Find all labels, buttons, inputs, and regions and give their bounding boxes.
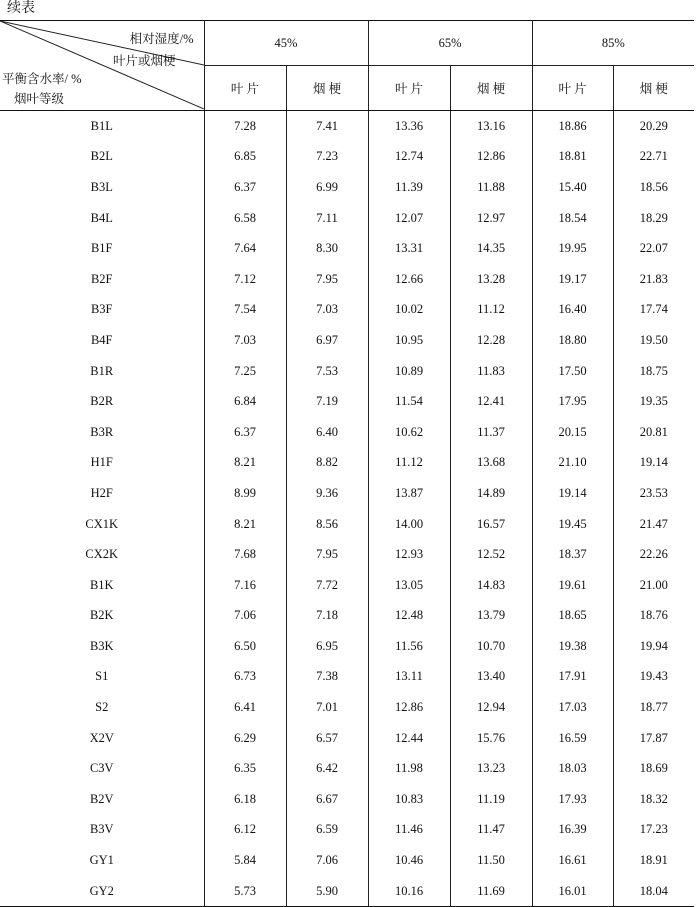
value-cell: 5.84 xyxy=(204,845,286,876)
value-cell: 20.15 xyxy=(532,417,613,448)
table-row xyxy=(0,845,694,876)
table-row xyxy=(0,784,694,815)
diag-grade-label: 烟叶等级 xyxy=(14,92,65,106)
value-cell: 7.28 xyxy=(204,111,286,142)
value-cell: 13.05 xyxy=(368,570,450,601)
diag-humidity-label: 相对湿度/% xyxy=(129,32,194,46)
grade-cell: CX1K xyxy=(85,516,119,531)
table-row xyxy=(0,325,694,356)
value-cell: 18.80 xyxy=(532,325,613,356)
table-row xyxy=(0,723,694,754)
value-cell: 17.91 xyxy=(532,662,613,693)
value-cell: 15.40 xyxy=(532,172,613,203)
value-cell: 13.36 xyxy=(368,111,450,142)
value-cell: 16.57 xyxy=(450,509,532,540)
table-row xyxy=(0,295,694,326)
value-cell: 7.54 xyxy=(204,295,286,326)
grade-cell: H1F xyxy=(90,455,113,470)
value-cell: 10.95 xyxy=(368,325,450,356)
value-cell: 12.86 xyxy=(450,142,532,173)
value-cell: 7.38 xyxy=(286,662,368,693)
table-row xyxy=(0,539,694,570)
value-cell: 18.86 xyxy=(532,111,613,142)
diag-moisture-label: 平衡含水率/ % xyxy=(2,72,82,86)
value-cell: 5.90 xyxy=(286,876,368,907)
value-cell: 8.56 xyxy=(286,509,368,540)
value-cell: 6.85 xyxy=(204,142,286,173)
grade-cell: X2V xyxy=(89,730,114,745)
grade-cell: GY2 xyxy=(0,876,204,907)
value-cell: 6.57 xyxy=(286,723,368,754)
value-cell: 7.11 xyxy=(286,203,368,234)
value-cell: 6.97 xyxy=(286,325,368,356)
value-cell: 6.37 xyxy=(204,172,286,203)
value-cell: 6.41 xyxy=(204,692,286,723)
value-cell: 16.59 xyxy=(532,723,613,754)
value-cell: 9.36 xyxy=(286,478,368,509)
table-row xyxy=(0,264,694,295)
value-cell: 10.16 xyxy=(368,876,450,907)
value-cell: 13.68 xyxy=(450,448,532,479)
value-cell: 21.10 xyxy=(532,448,613,479)
value-cell: 6.29 xyxy=(204,723,286,754)
value-cell: 19.43 xyxy=(613,662,694,693)
value-cell: 6.84 xyxy=(204,386,286,417)
value-cell: 6.58 xyxy=(204,203,286,234)
humidity-45-header: 45% xyxy=(204,21,368,66)
grade-cell: B2R xyxy=(90,394,114,409)
value-cell: 7.01 xyxy=(286,692,368,723)
value-cell: 12.48 xyxy=(368,601,450,632)
value-cell: 14.89 xyxy=(450,478,532,509)
value-cell: 6.40 xyxy=(286,417,368,448)
value-cell: 7.03 xyxy=(286,295,368,326)
table-caption: 续表 xyxy=(7,1,35,16)
grade-cell: B1K xyxy=(89,577,114,592)
value-cell: 18.75 xyxy=(613,356,694,387)
table-row xyxy=(0,233,694,264)
value-cell: 12.44 xyxy=(368,723,450,754)
col-stem-85: 烟 梗 xyxy=(613,66,694,111)
table-row xyxy=(0,478,694,509)
value-cell: 7.95 xyxy=(286,264,368,295)
value-cell: 21.83 xyxy=(613,264,694,295)
table-row xyxy=(0,601,694,632)
grade-cell: B2V xyxy=(89,791,114,806)
table-row xyxy=(0,142,694,173)
grade-cell: B3F xyxy=(90,302,113,317)
value-cell: 16.39 xyxy=(532,815,613,846)
table-row xyxy=(0,386,694,417)
table-row xyxy=(0,692,694,723)
col-stem-65: 烟 梗 xyxy=(450,66,532,111)
value-cell: 21.47 xyxy=(613,509,694,540)
table-row xyxy=(0,203,694,234)
value-cell: 13.28 xyxy=(450,264,532,295)
value-cell: 11.46 xyxy=(368,815,450,846)
table-row xyxy=(0,815,694,846)
value-cell: 18.56 xyxy=(613,172,694,203)
value-cell: 14.35 xyxy=(450,233,532,264)
value-cell: 19.14 xyxy=(532,478,613,509)
value-cell: 17.93 xyxy=(532,784,613,815)
value-cell: 18.54 xyxy=(532,203,613,234)
value-cell: 13.87 xyxy=(368,478,450,509)
value-cell: 10.46 xyxy=(368,845,450,876)
value-cell: 11.19 xyxy=(450,784,532,815)
grade-cell: B3R xyxy=(90,424,114,439)
diagonal-header-cell xyxy=(0,21,204,111)
table-row xyxy=(0,753,694,784)
value-cell: 7.12 xyxy=(204,264,286,295)
value-cell: 7.95 xyxy=(286,539,368,570)
table-row xyxy=(0,417,694,448)
value-cell: 7.25 xyxy=(204,356,286,387)
value-cell: 19.45 xyxy=(532,509,613,540)
value-cell: 6.95 xyxy=(286,631,368,662)
value-cell: 10.70 xyxy=(450,631,532,662)
value-cell: 18.91 xyxy=(613,845,694,876)
value-cell: 13.40 xyxy=(450,662,532,693)
value-cell: 6.37 xyxy=(204,417,286,448)
value-cell: 19.94 xyxy=(613,631,694,662)
value-cell: 16.01 xyxy=(532,876,613,907)
value-cell: 8.99 xyxy=(204,478,286,509)
value-cell: 11.12 xyxy=(450,295,532,326)
value-cell: 10.83 xyxy=(368,784,450,815)
value-cell: 23.53 xyxy=(613,478,694,509)
value-cell: 11.69 xyxy=(450,876,532,907)
value-cell: 11.50 xyxy=(450,845,532,876)
value-cell: 12.94 xyxy=(450,692,532,723)
value-cell: 6.59 xyxy=(286,815,368,846)
value-cell: 11.37 xyxy=(450,417,532,448)
grade-cell: B3K xyxy=(89,638,114,653)
humidity-65-header: 65% xyxy=(368,21,532,66)
value-cell: 20.29 xyxy=(613,111,694,142)
value-cell: 18.69 xyxy=(613,753,694,784)
value-cell: 10.02 xyxy=(368,295,450,326)
grade-cell: B1F xyxy=(90,241,113,256)
value-cell: 11.54 xyxy=(368,386,450,417)
value-cell: 13.11 xyxy=(368,662,450,693)
value-cell: 12.52 xyxy=(450,539,532,570)
col-leaf-65: 叶 片 xyxy=(368,66,450,111)
value-cell: 22.71 xyxy=(613,142,694,173)
table-row xyxy=(0,570,694,601)
value-cell: 18.03 xyxy=(532,753,613,784)
grade-cell: B2F xyxy=(90,271,113,286)
grade-cell: B3L xyxy=(90,179,113,194)
value-cell: 7.03 xyxy=(204,325,286,356)
grade-cell: H2F xyxy=(90,485,113,500)
value-cell: 7.18 xyxy=(286,601,368,632)
grade-cell: GY1 xyxy=(89,853,114,868)
grade-cell: S1 xyxy=(95,669,109,684)
value-cell: 20.81 xyxy=(613,417,694,448)
value-cell: 22.26 xyxy=(613,539,694,570)
grade-cell: B1R xyxy=(90,363,114,378)
grade-cell: C3V xyxy=(89,761,114,776)
value-cell: 17.74 xyxy=(613,295,694,326)
value-cell: 11.98 xyxy=(368,753,450,784)
value-cell: 7.06 xyxy=(204,601,286,632)
value-cell: 7.23 xyxy=(286,142,368,173)
table-row xyxy=(0,509,694,540)
value-cell: 8.21 xyxy=(204,509,286,540)
value-cell: 18.04 xyxy=(613,876,694,907)
table-row xyxy=(0,172,694,203)
value-cell: 8.30 xyxy=(286,233,368,264)
value-cell: 7.64 xyxy=(204,233,286,264)
col-leaf-85: 叶 片 xyxy=(532,66,613,111)
value-cell: 21.00 xyxy=(613,570,694,601)
grade-cell: B1L xyxy=(90,118,113,133)
value-cell: 17.50 xyxy=(532,356,613,387)
value-cell: 17.23 xyxy=(613,815,694,846)
value-cell: 7.16 xyxy=(204,570,286,601)
value-cell: 19.38 xyxy=(532,631,613,662)
value-cell: 17.87 xyxy=(613,723,694,754)
value-cell: 11.88 xyxy=(450,172,532,203)
value-cell: 19.95 xyxy=(532,233,613,264)
value-cell: 5.73 xyxy=(204,876,286,907)
value-cell: 12.41 xyxy=(450,386,532,417)
value-cell: 6.35 xyxy=(204,753,286,784)
value-cell: 19.61 xyxy=(532,570,613,601)
value-cell: 18.32 xyxy=(613,784,694,815)
value-cell: 11.47 xyxy=(450,815,532,846)
value-cell: 15.76 xyxy=(450,723,532,754)
value-cell: 6.73 xyxy=(204,662,286,693)
value-cell: 7.53 xyxy=(286,356,368,387)
value-cell: 12.97 xyxy=(450,203,532,234)
value-cell: 14.00 xyxy=(368,509,450,540)
grade-cell: B4F xyxy=(90,332,113,347)
table-row xyxy=(0,111,694,142)
value-cell: 19.50 xyxy=(613,325,694,356)
value-cell: 14.83 xyxy=(450,570,532,601)
value-cell: 12.74 xyxy=(368,142,450,173)
value-cell: 12.28 xyxy=(450,325,532,356)
value-cell: 6.50 xyxy=(204,631,286,662)
value-cell: 8.21 xyxy=(204,448,286,479)
value-cell: 6.42 xyxy=(286,753,368,784)
moisture-table xyxy=(0,20,694,907)
grade-cell: B3V xyxy=(89,822,114,837)
table-row xyxy=(0,631,694,662)
value-cell: 10.62 xyxy=(368,417,450,448)
value-cell: 7.06 xyxy=(286,845,368,876)
value-cell: 7.68 xyxy=(204,539,286,570)
value-cell: 13.31 xyxy=(368,233,450,264)
value-cell: 17.03 xyxy=(532,692,613,723)
value-cell: 13.16 xyxy=(450,111,532,142)
value-cell: 19.35 xyxy=(613,386,694,417)
value-cell: 18.77 xyxy=(613,692,694,723)
value-cell: 19.17 xyxy=(532,264,613,295)
table-row xyxy=(0,662,694,693)
value-cell: 10.89 xyxy=(368,356,450,387)
value-cell: 18.81 xyxy=(532,142,613,173)
table-row xyxy=(0,876,694,907)
value-cell: 16.40 xyxy=(532,295,613,326)
value-cell: 13.79 xyxy=(450,601,532,632)
value-cell: 18.29 xyxy=(613,203,694,234)
value-cell: 16.61 xyxy=(532,845,613,876)
value-cell: 17.95 xyxy=(532,386,613,417)
grade-cell: B4L xyxy=(90,210,113,225)
value-cell: 22.07 xyxy=(613,233,694,264)
grade-cell: B2K xyxy=(89,608,114,623)
value-cell: 12.86 xyxy=(368,692,450,723)
value-cell: 11.12 xyxy=(368,448,450,479)
table-body xyxy=(0,111,694,907)
col-leaf-45: 叶 片 xyxy=(204,66,286,111)
diag-part-label: 叶片或烟梗 xyxy=(112,54,176,68)
value-cell: 7.72 xyxy=(286,570,368,601)
value-cell: 6.12 xyxy=(204,815,286,846)
grade-cell: CX2K xyxy=(85,547,119,562)
grade-cell: S2 xyxy=(95,700,109,715)
value-cell: 19.14 xyxy=(613,448,694,479)
value-cell: 13.23 xyxy=(450,753,532,784)
grade-cell: B2L xyxy=(90,149,113,164)
value-cell: 11.56 xyxy=(368,631,450,662)
value-cell: 11.83 xyxy=(450,356,532,387)
value-cell: 7.19 xyxy=(286,386,368,417)
value-cell: 18.65 xyxy=(532,601,613,632)
value-cell: 11.39 xyxy=(368,172,450,203)
value-cell: 6.67 xyxy=(286,784,368,815)
value-cell: 12.66 xyxy=(368,264,450,295)
value-cell: 6.18 xyxy=(204,784,286,815)
value-cell: 6.99 xyxy=(286,172,368,203)
table-row xyxy=(0,448,694,479)
value-cell: 18.37 xyxy=(532,539,613,570)
value-cell: 18.76 xyxy=(613,601,694,632)
value-cell: 12.93 xyxy=(368,539,450,570)
humidity-85-header: 85% xyxy=(532,21,694,66)
value-cell: 12.07 xyxy=(368,203,450,234)
value-cell: 8.82 xyxy=(286,448,368,479)
col-stem-45: 烟 梗 xyxy=(286,66,368,111)
value-cell: 7.41 xyxy=(286,111,368,142)
table-row xyxy=(0,356,694,387)
